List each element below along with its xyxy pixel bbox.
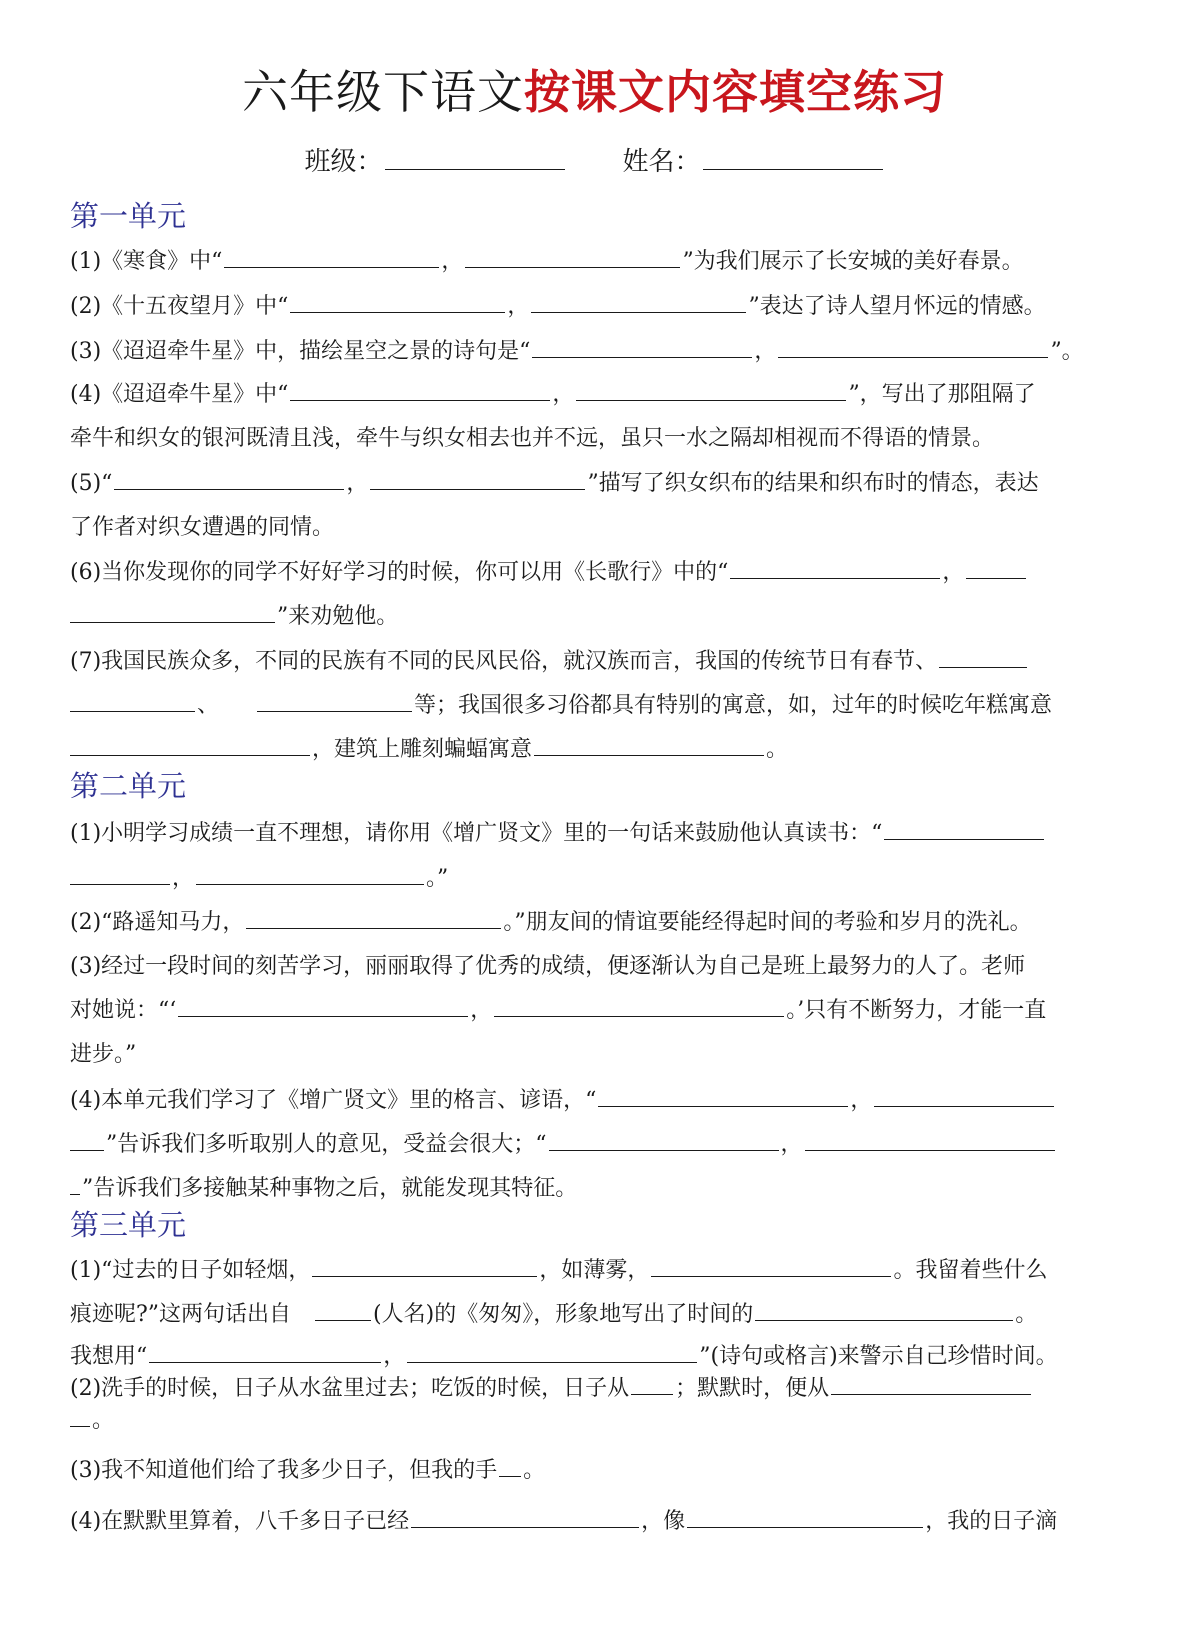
u1-q4-cont: 牵牛和织女的银河既清且浅，牵牛与织女相去也并不远，虽只一水之隔却相视而不得语的情景。 [70,426,995,451]
unit-heading-1: 第一单元 [70,199,187,233]
blank[interactable] [290,379,550,401]
u3-q1: (1)“过去的日子如轻烟， ，如薄雾， 。我留着些什么 [70,1254,1130,1288]
blank[interactable] [549,1129,779,1151]
u1-q1: (1)《寒食》中“ ， ”为我们展示了长安城的美好春景。 [70,245,1130,279]
blank[interactable] [70,690,195,712]
u1-q6-cont: ”来劝勉他。 [70,600,1130,634]
u1-q6: (6)当你发现你的同学不好好学习的时候，你可以用《长歌行》中的“ ， [70,556,1130,590]
u2-q3-cont2: 进步。” [70,1042,137,1067]
name-blank[interactable] [703,144,883,170]
blank[interactable] [465,246,680,268]
blank[interactable] [70,734,310,756]
u1-q4: (4)《迢迢牵牛星》中“ ， ”，写出了那阻隔了 [70,378,1130,412]
blank[interactable] [224,246,439,268]
u1-q5-cont: 了作者对织女遭遇的同情。 [70,515,335,540]
title-part2: 按课文内容填空练习 [524,65,947,119]
u1-q5: (5)“ ， ”描写了织女织布的结果和织布时的情态，表达 [70,467,1130,501]
blank[interactable] [687,1506,923,1528]
blank[interactable] [598,1085,848,1107]
blank[interactable] [370,468,585,490]
u1-q7-cont: 、 等；我国很多习俗都具有特别的寓意，如，过年的时候吃年糕寓意 [70,689,1130,723]
blank[interactable] [730,557,940,579]
class-label: 班级： [304,147,383,177]
u1-q7-cont2: ，建筑上雕刻蝙蝠寓意 。 [70,733,1130,767]
blank[interactable] [70,1173,80,1195]
u2-q3-cont: 对她说：“‘ ， 。’只有不断努力，才能一直 [70,994,1130,1028]
blank[interactable] [534,734,764,756]
u2-q1-cont: ， 。” [70,862,1130,896]
blank[interactable] [499,1455,521,1477]
class-blank[interactable] [385,144,565,170]
blank[interactable] [778,336,1048,358]
u1-q2: (2)《十五夜望月》中“ ， ”表达了诗人望月怀远的情感。 [70,290,1130,324]
blank[interactable] [178,995,468,1017]
student-info [0,142,1189,182]
u2-q4-cont2: ”告诉我们多接触某种事物之后，就能发现其特征。 [70,1172,1130,1206]
blank[interactable] [196,863,424,885]
blank[interactable] [651,1255,891,1277]
blank[interactable] [884,818,1044,840]
page-title [0,62,1189,122]
u3-q1-cont2: 我想用“ ， ”(诗句或格言)来警示自己珍惜时间。 [70,1340,1130,1374]
blank[interactable] [532,336,752,358]
blank[interactable] [966,557,1026,579]
u2-q1: (1)小明学习成绩一直不理想，请你用《增广贤文》里的一句话来鼓励他认真读书：“ [70,817,1130,851]
u3-q2-cont: 。 [70,1404,1130,1438]
blank[interactable] [411,1506,639,1528]
blank[interactable] [494,995,784,1017]
name-label: 姓名： [622,147,701,177]
blank[interactable] [874,1085,1054,1107]
u3-q2: (2)洗手的时候，日子从水盆里过去；吃饭的时候，日子从 ；默默时，便从 [70,1372,1130,1406]
unit-heading-2: 第二单元 [70,769,187,803]
blank[interactable] [831,1373,1031,1395]
blank[interactable] [315,1299,371,1321]
u2-q4-cont: ”告诉我们多听取别人的意见，受益会很大；“ ， [70,1128,1130,1162]
blank[interactable] [70,601,275,623]
blank[interactable] [407,1341,697,1363]
u2-q2: (2)“路遥知马力， 。”朋友间的情谊要能经得起时间的考验和岁月的洗礼。 [70,906,1130,940]
u3-q3: (3)我不知道他们给了我多少日子，但我的手 。 [70,1454,1130,1488]
u1-q7: (7)我国民族众多，不同的民族有不同的民风民俗，就汉族而言，我国的传统节日有春节、 [70,645,1130,679]
blank[interactable] [290,291,505,313]
blank[interactable] [531,291,746,313]
blank[interactable] [257,690,412,712]
blank[interactable] [70,1405,90,1427]
u2-q3: (3)经过一段时间的刻苦学习，丽丽取得了优秀的成绩，便逐渐认为自己是班上最努力的人了。老师 [70,954,1026,979]
blank[interactable] [246,907,501,929]
u1-q3: (3)《迢迢牵牛星》中，描绘星空之景的诗句是“ ， ”。 [70,335,1130,369]
blank[interactable] [70,1129,104,1151]
blank[interactable] [312,1255,537,1277]
blank[interactable] [149,1341,381,1363]
u3-q4: (4)在默默里算着，八千多日子已经 ，像 ，我的日子滴 [70,1505,1130,1539]
u3-q1-cont: 痕迹呢?”这两句话出自 (人名)的《匆匆》，形象地写出了时间的 。 [70,1298,1130,1332]
u2-q4: (4)本单元我们学习了《增广贤文》里的格言、谚语，“ ， [70,1084,1130,1118]
blank[interactable] [631,1373,673,1395]
blank[interactable] [70,863,170,885]
blank[interactable] [939,646,1027,668]
blank[interactable] [576,379,846,401]
title-part1: 六年级下语文 [242,65,524,119]
blank[interactable] [755,1299,1013,1321]
blank[interactable] [805,1129,1055,1151]
unit-heading-3: 第三单元 [70,1208,187,1242]
blank[interactable] [114,468,344,490]
